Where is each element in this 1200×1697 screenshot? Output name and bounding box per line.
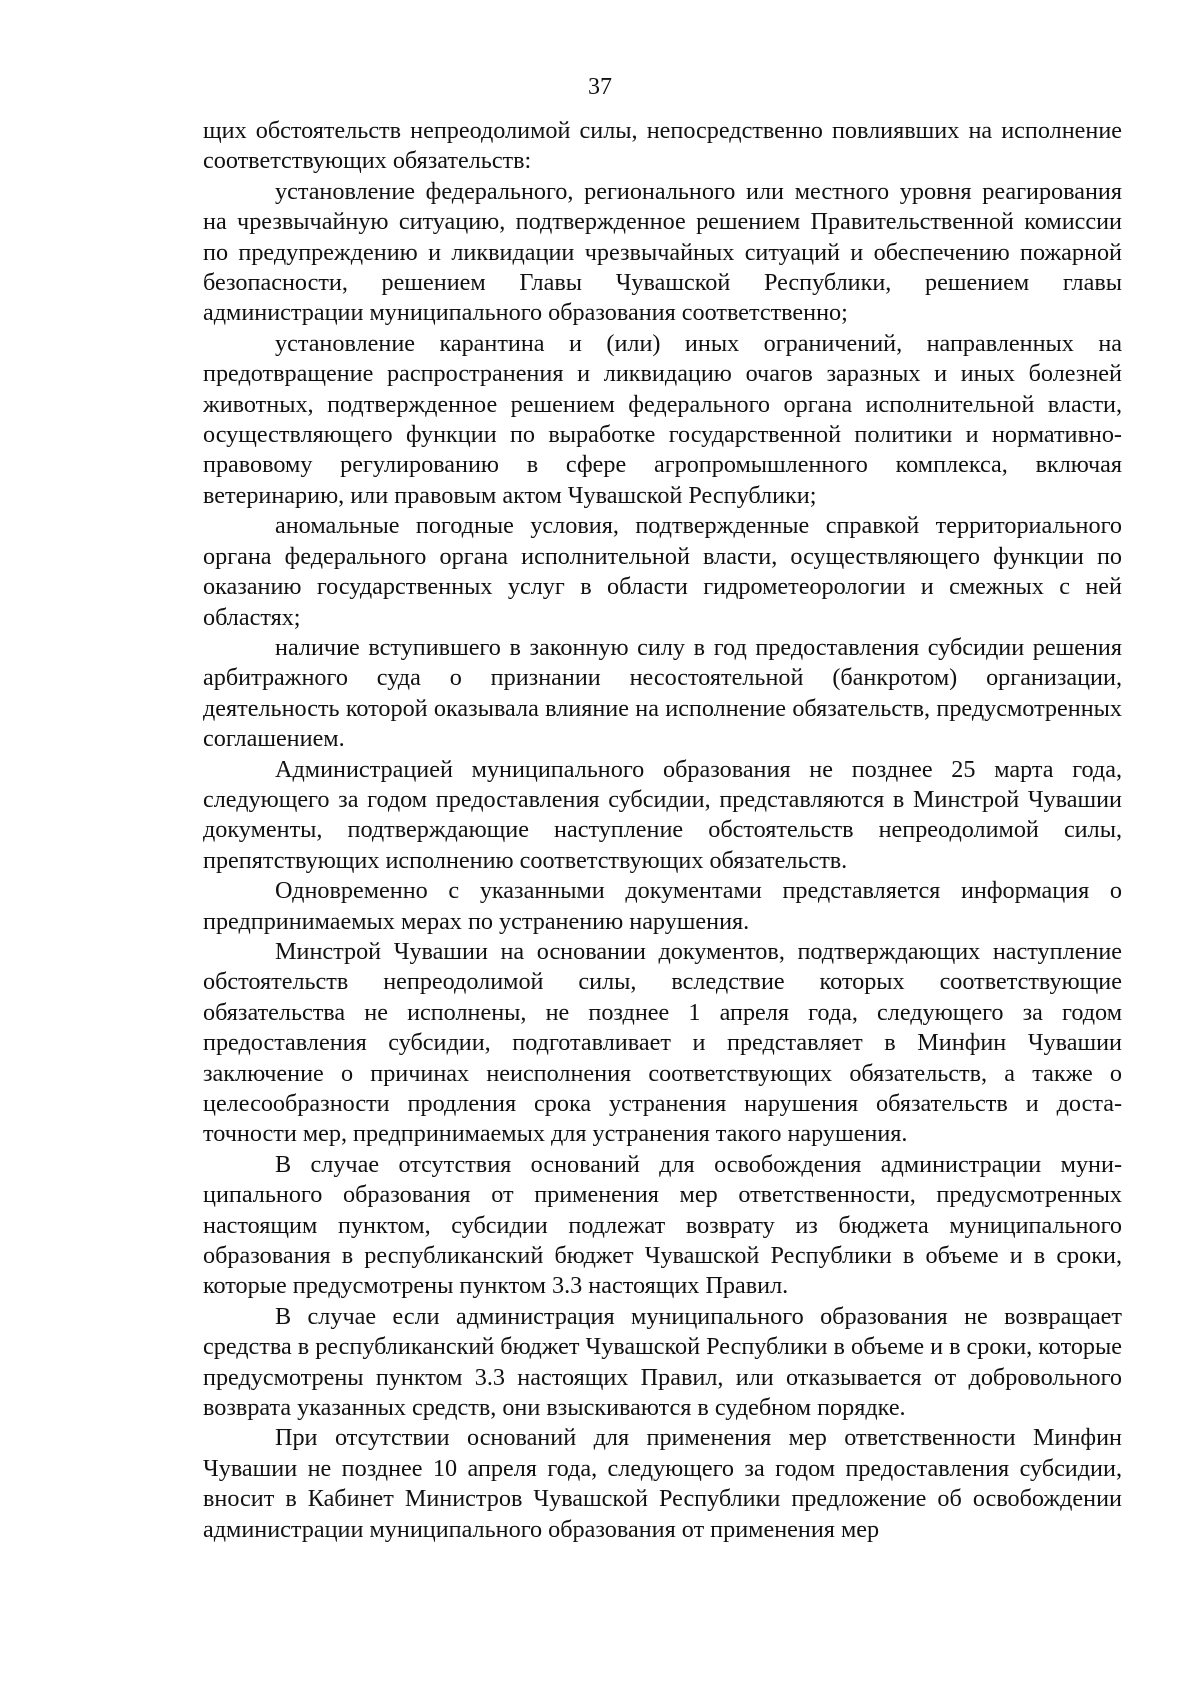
paragraph: При отсутствии оснований для применения мер ответственности Минфин Чувашии не позднее 10 апреля года, следующего за годом предоставления субсидии, вносит в Кабинет Министров Чувашской Республики предложение об освобождении администрации муниципального образования от применения мер	[203, 1424, 1122, 1543]
paragraph: наличие вступившего в законную силу в год предоставления субсидии решения арбитражного суда о признании несостоятельной (банкротом) организации, деятельность которой оказывала влияние на исполнение обязательств, предусмотренных соглашением.	[203, 633, 1122, 753]
document-body	[203, 116, 1122, 1545]
paragraph: Администрацией муниципального образования не позднее 25 марта года, следующего за годом предоставления субсидии, представляются в Минстрой Чувашии документы, подтверждающие наступление обстоятельств непреодолимой силы, препятствующих исполнению соответствующих обязательств.	[203, 755, 1122, 874]
paragraph: В случае отсутствия оснований для освобождения администрации муниципального образования от применения мер ответственности, предусмотренных настоящим пунктом, субсидии подлежат возврату из бюджета муниципального образования в республиканский бюджет Чувашской Республики в объеме и в сроки, которые предусмотрены пунктом 3.3 настоящих Правил.	[203, 1150, 1122, 1300]
paragraph: аномальные погодные условия, подтвержденные справкой территориального органа федерального органа исполнительной власти, осуществляющего функции по оказанию государственных услуг в области гидрометеорологии и смежных с ней областях;	[203, 512, 1122, 631]
paragraph: установление карантина и (или) иных ограничений, направленных на предотвращение распространения и ликвидацию очагов заразных и иных болезней животных, подтвержденное решением федерального органа исполнительной власти, осуществляющего функции по выработке государственной политики и нормативно-правовому регулированию в сфере агропромышленного комплекса, включая ветеринарию, или правовым актом Чувашской Республики;	[203, 329, 1122, 509]
paragraph: щих обстоятельств непреодолимой силы, непосредственно повлиявших на исполнение соответствующих обязательств:	[203, 117, 1122, 175]
page-number: 37	[588, 74, 612, 100]
paragraph: Минстрой Чувашии на основании документов, подтверждающих наступление обстоятельств непреодолимой силы, вследствие которых соответствующие обязательства не исполнены, не позднее 1 апреля года, следующего за годом предоставления субсидии, подготавливает и представляет в Минфин Чувашии заключение о причинах неисполнения соответствующих обязательств, а также о целесообразности продления срока устранения нарушения обязательств и достаточности мер, предпринимаемых для устранения такого нарушения.	[203, 937, 1122, 1148]
paragraph: В случае если администрация муниципального образования не возвращает средства в республиканский бюджет Чувашской Республики в объеме и в сроки, которые предусмотрены пунктом 3.3 настоящих Правил, или отказывается от добровольного возврата указанных средств, они взыскиваются в судебном порядке.	[203, 1302, 1122, 1422]
paragraph: установление федерального, регионального или местного уровня реагирования на чрезвычайную ситуацию, подтвержденное решением Правительственной комиссии по предупреждению и ликвидации чрезвычайных ситуаций и обеспечению пожарной безопасности, решением Главы Чувашской Республики, решением главы администрации муниципального образования соответственно;	[203, 177, 1122, 327]
paragraph: Одновременно с указанными документами представляется информация о предпринимаемых мерах по устранению нарушения.	[203, 877, 1122, 935]
